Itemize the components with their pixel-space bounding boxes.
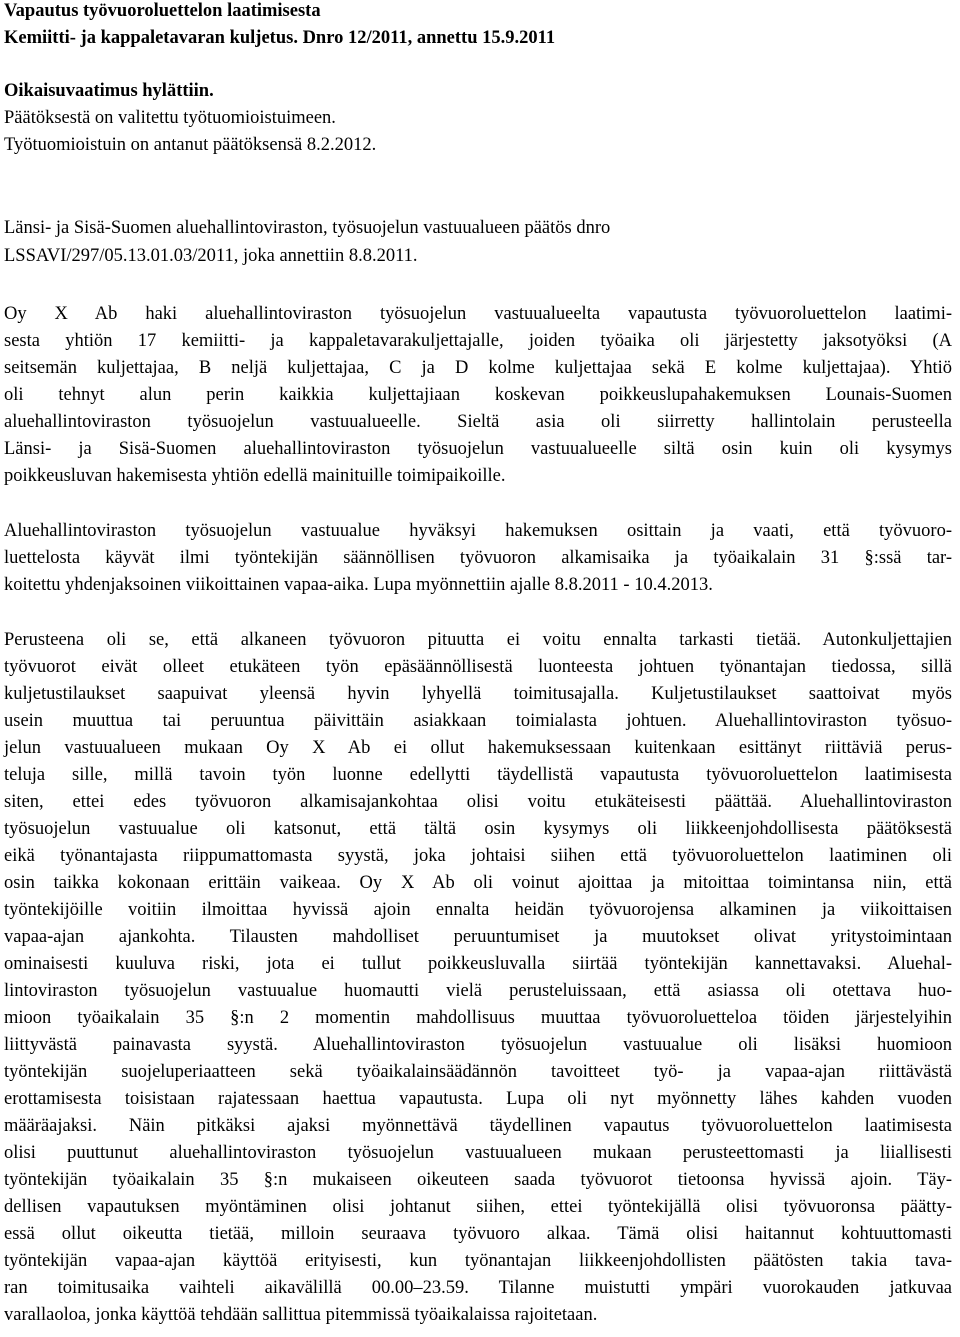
paragraph-line: oli tehnyt alun perin kaikkia kuljettajiaan koskevan poikkeuslupahakemuksen Lounais-Suomen <box>4 385 952 405</box>
document-title: Vapautus työvuoroluettelon laatimisesta <box>4 1 321 21</box>
paragraph-line: työntekijän suojeluperiaatteen sekä työaikalainsäädännön tavoitteet työ- ja vapaa-ajan riittävästä <box>4 1062 952 1082</box>
paragraph-line: osin taikka kokonaan erittäin vaikeaa. Oy X Ab oli voinut ajoittaa ja mitoittaa toimintansa niin, että <box>4 873 952 893</box>
paragraph-line: työvuorot eivät olleet etukäteen työn epäsäännöllisestä luonteesta johtuen työnantajan tiedossa, sillä <box>4 657 952 677</box>
paragraph-line: luettelosta käyvät ilmi työntekijän säännöllisen työvuoron alkamisaika ja työaikalain 31 §:ssä tar- <box>4 548 952 568</box>
paragraph-line: dellisen vapautuksen myöntäminen olisi johtanut siihen, ettei työntekijällä olisi työvuoronsa päätty- <box>4 1197 952 1217</box>
court-note: Työtuomioistuin on antanut päätöksensä 8.2.2012. <box>4 135 377 155</box>
document-subtitle: Kemiitti- ja kappaletavaran kuljetus. Dnro 12/2011, annettu 15.9.2011 <box>4 28 556 48</box>
paragraph-line: essä ollut oikeutta tietää, milloin seuraava työvuoro alkaa. Tämä olisi haitannut kohtuuttomasti <box>4 1224 952 1244</box>
paragraph-line: Oy X Ab haki aluehallintoviraston työsuojelun vastuualueelta vapautusta työvuoroluettelon laatimi- <box>4 304 952 324</box>
paragraph-line: erottamisesta toisistaan rajatessaan haettua vapautusta. Lupa oli nyt myönnetty lähes kahden vuoden <box>4 1089 952 1109</box>
paragraph-line: usein muuttua tai peruuntua päivittäin asiakkaan toimialasta johtuen. Aluehallintoviraston työsuo- <box>4 711 952 731</box>
decision-result: Oikaisuvaatimus hylättiin. <box>4 81 214 101</box>
paragraph-line: seitsemän kuljettajaa, B neljä kuljettajaa, C ja D kolme kuljettajaa sekä E kolme kuljettajaa). Yhtiö <box>4 358 952 378</box>
paragraph-line: työntekijän vapaa-ajan käyttöä erityisesti, kun työnantajan liikkeenjohdollisten päätösten takia tava- <box>4 1251 952 1271</box>
paragraph-line: siten, ettei edes työvuoron alkamisajankohtaa olisi voitu etukäteisesti päättää. Aluehallintoviraston <box>4 792 952 812</box>
paragraph-line: Länsi- ja Sisä-Suomen aluehallintoviraston työsuojelun vastuualueelle siltä osin kuin oli kysymys <box>4 439 952 459</box>
reference-line: LSSAVI/297/05.13.01.03/2011, joka annettiin 8.8.2011. <box>4 246 418 266</box>
paragraph-line: määräajaksi. Näin pitkäksi ajaksi myönnettävä täydellinen vapautus työvuoroluettelon laatimisesta <box>4 1116 952 1136</box>
paragraph-line: jelun vastuualueen mukaan Oy X Ab ei ollut hakemuksessaan kuitenkaan esittänyt riittäviä perus- <box>4 738 952 758</box>
paragraph-line: ran toimitusaika vaihteli aikavälillä 00.00–23.59. Tilanne muistutti ympäri vuorokauden jatkuvaa <box>4 1278 952 1298</box>
paragraph-line: ominaisesti kuuluva riski, jota ei tullut poikkeusluvalla siirtää työntekijän kannettavaksi. Aluehal- <box>4 954 952 974</box>
paragraph-line: varallaoloa, jonka käyttöä tehdään sallittua pitemmissä työaikalaissa rajoitetaan. <box>4 1305 598 1325</box>
paragraph-line: eikä työnantajasta riippumattomasta syystä, joka johtaisi siihen että työvuoroluettelon laatiminen oli <box>4 846 952 866</box>
paragraph-line: työntekijän työaikalain 35 §:n mukaiseen oikeuteen saada työvuorot tietoonsa hyvissä ajoin. Täy- <box>4 1170 952 1190</box>
paragraph-line: työntekijöille voitiin ilmoittaa hyvissä ajoin ennalta heidän työvuorojensa alkaminen ja viikoittaisen <box>4 900 952 920</box>
paragraph-line: teluja sille, millä tavoin työn luonne edellytti täydellistä vapautusta työvuoroluettelon laatimisesta <box>4 765 952 785</box>
paragraph-line: kuljetustilaukset saapuivat yleensä hyvin lyhyellä toimitusajalla. Kuljetustilaukset saattoivat myös <box>4 684 952 704</box>
appeal-note: Päätöksestä on valitettu työtuomioistuimeen. <box>4 108 336 128</box>
paragraph-line: mioon työaikalain 35 §:n 2 momentin mahdollisuus muuttaa työvuoroluetteloa töiden järjestelyihin <box>4 1008 952 1028</box>
paragraph-line: olisi puuttunut aluehallintoviraston työsuojelun vastuualueen mukaan perusteettomasti ja liiallisesti <box>4 1143 952 1163</box>
paragraph-line: Perusteena oli se, että alkaneen työvuoron pituutta ei voitu ennalta tarkasti tietää. Autonkuljettajien <box>4 630 952 650</box>
paragraph-line: aluehallintoviraston työsuojelun vastuualueelle. Sieltä asia oli siirretty hallintolain perusteella <box>4 412 952 432</box>
paragraph-line: liittyvästä painavasta syystä. Aluehallintoviraston työsuojelun vastuualue oli lisäksi huomioon <box>4 1035 952 1055</box>
paragraph-line: sesta yhtiön 17 kemiitti- ja kappaletavarakuljettajalle, joiden työaika oli järjestetty jaksotyöksi (A <box>4 331 952 351</box>
paragraph-line: lintoviraston työsuojelun vastuualue huomautti vielä perusteluissaan, että asiassa oli otettava huo- <box>4 981 952 1001</box>
reference-line: Länsi- ja Sisä-Suomen aluehallintoviraston, työsuojelun vastuualueen päätös dnro <box>4 218 611 238</box>
paragraph-line: työsuojelun vastuualue oli katsonut, että tältä osin kysymys oli liikkeenjohdollisesta päätöksestä <box>4 819 952 839</box>
paragraph-line: poikkeusluvan hakemisesta yhtiön edellä mainituille toimipaikoille. <box>4 466 506 486</box>
paragraph-line: Aluehallintoviraston työsuojelun vastuualue hyväksyi hakemuksen osittain ja vaati, että työvuoro- <box>4 521 952 541</box>
paragraph-line: koitettu yhdenjaksoinen viikoittainen vapaa-aika. Lupa myönnettiin ajalle 8.8.2011 - 10.4.2013. <box>4 575 713 595</box>
paragraph-line: vapaa-ajan ajankohta. Tilausten mahdolliset peruuntumiset ja muutokset olivat yritystoimintaan <box>4 927 952 947</box>
